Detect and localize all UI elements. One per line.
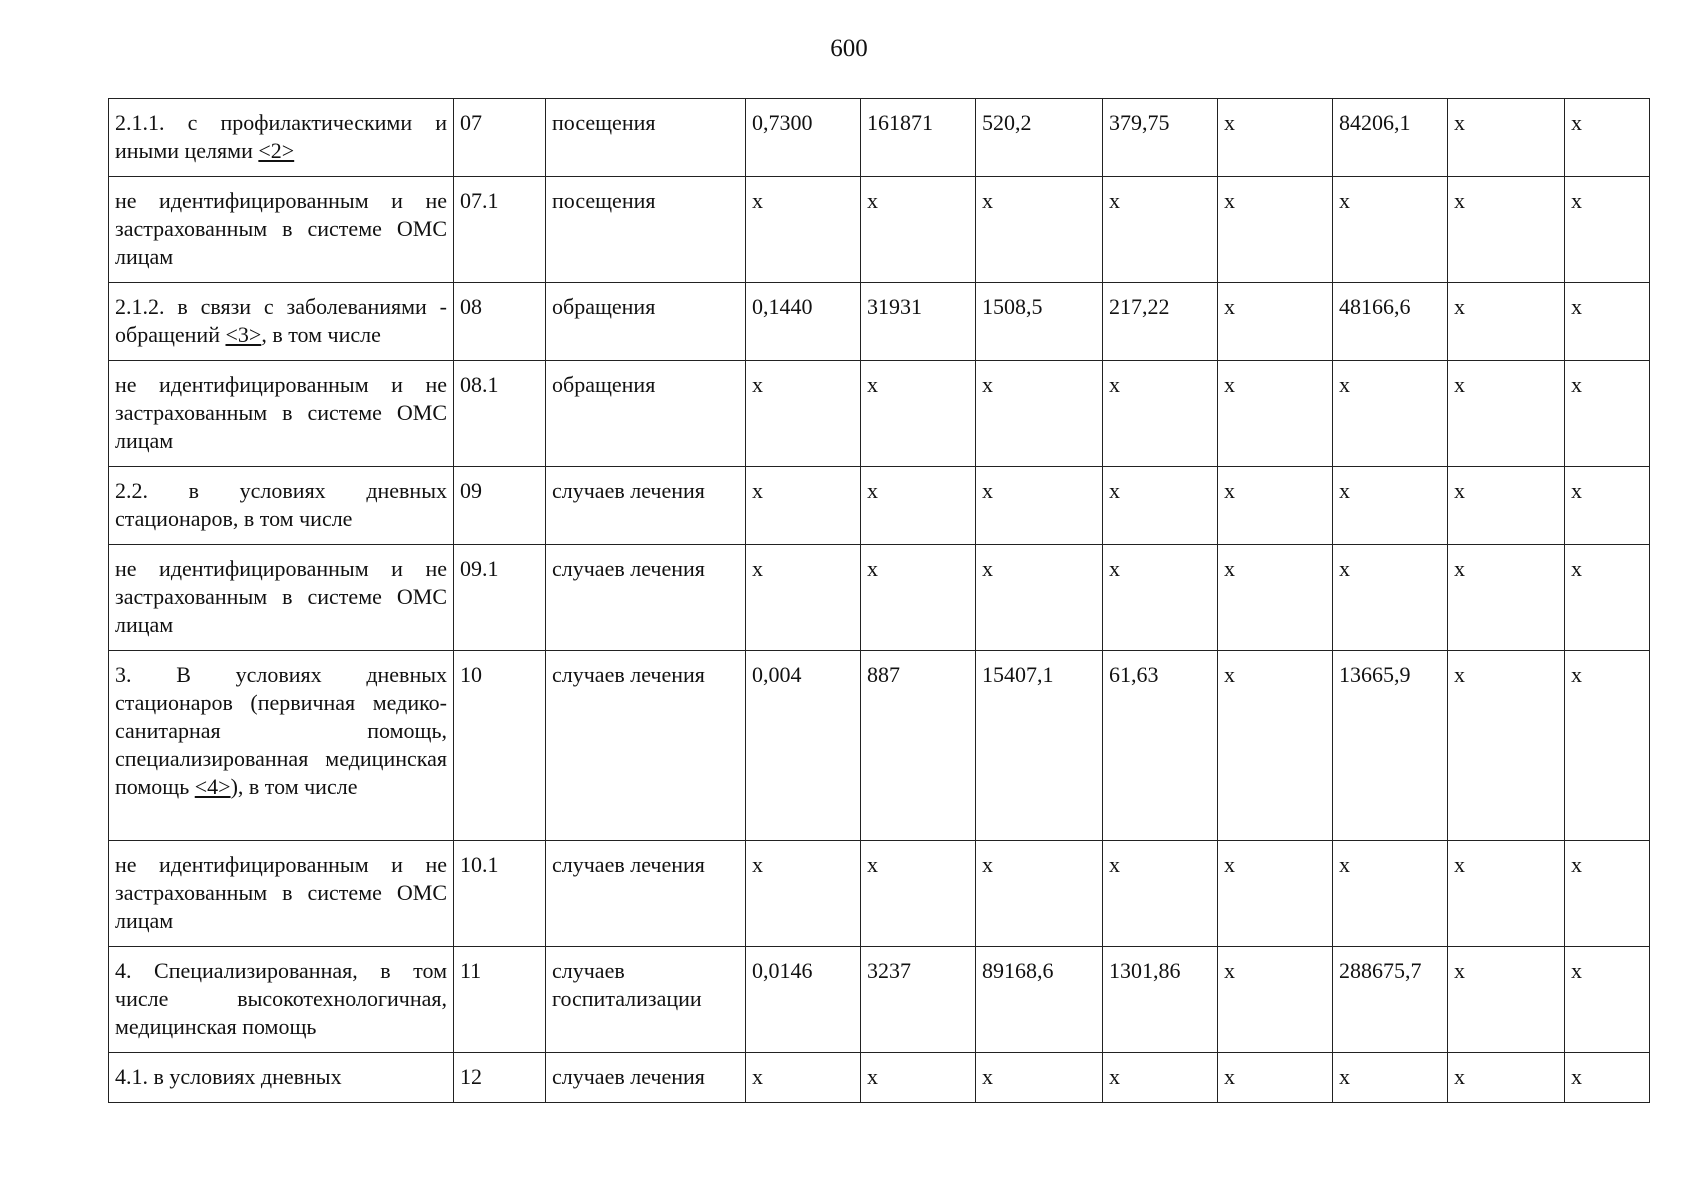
value-cell: х xyxy=(1565,651,1650,841)
row-code: 07.1 xyxy=(454,177,546,283)
value-cell: 1508,5 xyxy=(976,283,1103,361)
value-cell: х xyxy=(1218,177,1333,283)
description-text: 4. Специализированная, в том числе высокотехнологичная, медицинская помощь xyxy=(115,958,447,1039)
value-cell: х xyxy=(861,467,976,545)
row-code: 07 xyxy=(454,99,546,177)
value-cell: х xyxy=(1218,841,1333,947)
value-cell: 379,75 xyxy=(1103,99,1218,177)
value-cell: х xyxy=(976,361,1103,467)
value-cell: х xyxy=(746,361,861,467)
value-cell: х xyxy=(861,545,976,651)
value-cell: х xyxy=(861,361,976,467)
row-description xyxy=(109,177,454,283)
value-cell: х xyxy=(1565,841,1650,947)
value-cell: х xyxy=(1333,467,1448,545)
value-cell: 15407,1 xyxy=(976,651,1103,841)
table-row xyxy=(109,99,1650,177)
row-description xyxy=(109,283,454,361)
value-cell: х xyxy=(976,841,1103,947)
value-cell: х xyxy=(746,841,861,947)
value-cell: х xyxy=(1333,841,1448,947)
row-unit: случаев лечения xyxy=(546,841,746,947)
page-number: 600 xyxy=(830,35,868,62)
value-cell: 13665,9 xyxy=(1333,651,1448,841)
table-row xyxy=(109,651,1650,841)
value-cell: х xyxy=(1333,1053,1448,1103)
value-cell: х xyxy=(1103,467,1218,545)
value-cell: х xyxy=(1565,361,1650,467)
value-cell: х xyxy=(746,467,861,545)
row-unit: обращения xyxy=(546,283,746,361)
value-cell: 0,004 xyxy=(746,651,861,841)
value-cell: х xyxy=(861,841,976,947)
value-cell: х xyxy=(1565,177,1650,283)
row-unit: посещения xyxy=(546,99,746,177)
row-code: 08 xyxy=(454,283,546,361)
description-text: , в том числе xyxy=(261,322,381,347)
value-cell: х xyxy=(746,545,861,651)
value-cell: 520,2 xyxy=(976,99,1103,177)
value-cell: х xyxy=(1448,545,1565,651)
row-unit: случаев госпитализации xyxy=(546,947,746,1053)
row-code: 10.1 xyxy=(454,841,546,947)
row-code: 09 xyxy=(454,467,546,545)
value-cell: 1301,86 xyxy=(1103,947,1218,1053)
table-row xyxy=(109,1053,1650,1103)
value-cell: 48166,6 xyxy=(1333,283,1448,361)
value-cell: х xyxy=(1448,177,1565,283)
value-cell: 31931 xyxy=(861,283,976,361)
footnote-link[interactable]: <2> xyxy=(258,138,295,163)
value-cell: х xyxy=(1333,177,1448,283)
value-cell: х xyxy=(1565,99,1650,177)
description-text: не идентифицированным и не застрахованным в системе ОМС лицам xyxy=(115,372,447,453)
value-cell: х xyxy=(1333,545,1448,651)
description-text: 2.1.2. в связи с заболеваниями - обращений xyxy=(115,294,447,347)
value-cell: х xyxy=(1103,545,1218,651)
value-cell: 161871 xyxy=(861,99,976,177)
row-code: 08.1 xyxy=(454,361,546,467)
value-cell: 887 xyxy=(861,651,976,841)
table-row xyxy=(109,841,1650,947)
value-cell: х xyxy=(1448,841,1565,947)
value-cell: х xyxy=(1565,1053,1650,1103)
table-row xyxy=(109,545,1650,651)
data-table xyxy=(108,98,1650,1103)
value-cell: х xyxy=(1218,651,1333,841)
table-row xyxy=(109,361,1650,467)
row-unit: случаев лечения xyxy=(546,651,746,841)
value-cell: х xyxy=(1448,99,1565,177)
row-code: 10 xyxy=(454,651,546,841)
value-cell: х xyxy=(1103,841,1218,947)
value-cell: х xyxy=(1218,1053,1333,1103)
value-cell: 0,0146 xyxy=(746,947,861,1053)
value-cell: х xyxy=(976,545,1103,651)
row-description xyxy=(109,1053,454,1103)
row-description xyxy=(109,99,454,177)
value-cell: 0,7300 xyxy=(746,99,861,177)
value-cell: х xyxy=(976,177,1103,283)
table-row xyxy=(109,947,1650,1053)
value-cell: х xyxy=(976,1053,1103,1103)
value-cell: 0,1440 xyxy=(746,283,861,361)
row-unit: случаев лечения xyxy=(546,467,746,545)
value-cell: х xyxy=(1103,1053,1218,1103)
value-cell: х xyxy=(1565,545,1650,651)
value-cell: х xyxy=(746,1053,861,1103)
value-cell: х xyxy=(1565,283,1650,361)
value-cell: х xyxy=(1103,177,1218,283)
row-description xyxy=(109,947,454,1053)
table-row xyxy=(109,467,1650,545)
value-cell: 217,22 xyxy=(1103,283,1218,361)
value-cell: 61,63 xyxy=(1103,651,1218,841)
row-code: 09.1 xyxy=(454,545,546,651)
table-row xyxy=(109,283,1650,361)
value-cell: х xyxy=(1448,1053,1565,1103)
value-cell: х xyxy=(746,177,861,283)
value-cell: 84206,1 xyxy=(1333,99,1448,177)
value-cell: х xyxy=(1448,361,1565,467)
value-cell: х xyxy=(1218,361,1333,467)
value-cell: х xyxy=(1218,947,1333,1053)
footnote-link[interactable]: <3> xyxy=(225,322,262,347)
row-description xyxy=(109,545,454,651)
value-cell: х xyxy=(1103,361,1218,467)
description-text: не идентифицированным и не застрахованным в системе ОМС лицам xyxy=(115,852,447,933)
description-text: 2.1.1. с профилактическими и иными целями xyxy=(115,110,447,163)
description-text: ), в том числе xyxy=(230,774,358,799)
table-body xyxy=(109,99,1650,1103)
value-cell: х xyxy=(861,1053,976,1103)
row-unit: случаев лечения xyxy=(546,545,746,651)
value-cell: х xyxy=(1565,467,1650,545)
value-cell: х xyxy=(1218,545,1333,651)
description-text: не идентифицированным и не застрахованным в системе ОМС лицам xyxy=(115,556,447,637)
description-text: 2.2. в условиях дневных стационаров, в том числе xyxy=(115,478,447,531)
description-text: 3. В условиях дневных стационаров (первичная медико-санитарная помощь, специализированная медицинская помощь xyxy=(115,662,447,799)
row-unit: посещения xyxy=(546,177,746,283)
row-description xyxy=(109,651,454,841)
value-cell: х xyxy=(1448,651,1565,841)
row-code: 12 xyxy=(454,1053,546,1103)
row-unit: случаев лечения xyxy=(546,1053,746,1103)
value-cell: х xyxy=(1218,99,1333,177)
value-cell: 89168,6 xyxy=(976,947,1103,1053)
row-description xyxy=(109,467,454,545)
value-cell: х xyxy=(976,467,1103,545)
row-unit: обращения xyxy=(546,361,746,467)
value-cell: х xyxy=(1448,467,1565,545)
value-cell: 288675,7 xyxy=(1333,947,1448,1053)
value-cell: х xyxy=(1565,947,1650,1053)
value-cell: 3237 xyxy=(861,947,976,1053)
value-cell: х xyxy=(1218,467,1333,545)
row-description xyxy=(109,841,454,947)
value-cell: х xyxy=(1333,361,1448,467)
value-cell: х xyxy=(861,177,976,283)
description-text: 4.1. в условиях дневных xyxy=(115,1064,342,1089)
row-description xyxy=(109,361,454,467)
value-cell: х xyxy=(1448,283,1565,361)
footnote-link[interactable]: <4> xyxy=(194,774,231,799)
table-row xyxy=(109,177,1650,283)
value-cell: х xyxy=(1448,947,1565,1053)
value-cell: х xyxy=(1218,283,1333,361)
row-code: 11 xyxy=(454,947,546,1053)
description-text: не идентифицированным и не застрахованным в системе ОМС лицам xyxy=(115,188,447,269)
